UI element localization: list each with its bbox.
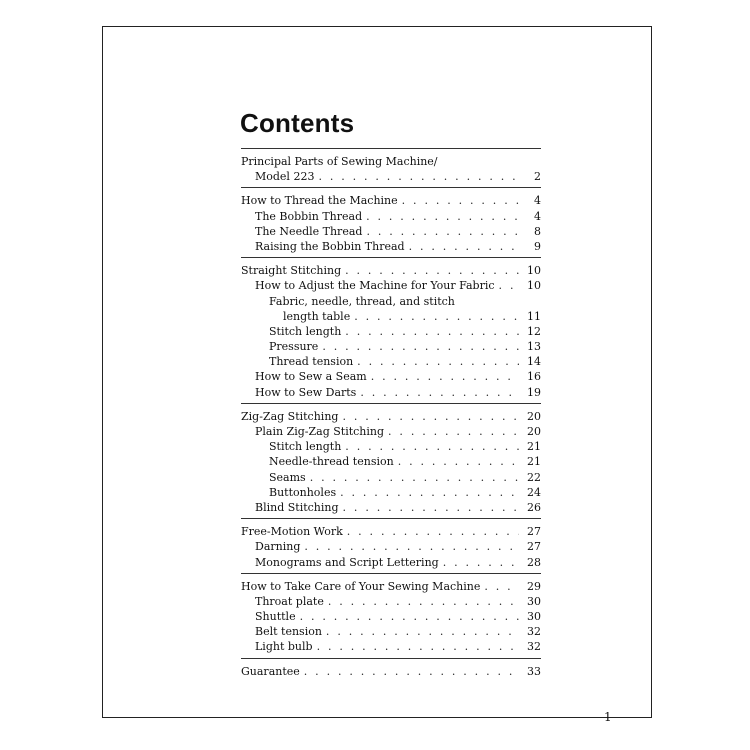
toc-entry[interactable] xyxy=(241,594,541,609)
toc-section-care xyxy=(241,573,541,655)
toc-entry-label: How to Take Care of Your Sewing Machine xyxy=(241,579,481,593)
toc-entry-page: 26 xyxy=(527,500,541,514)
toc-entry-label: Stitch length xyxy=(269,324,342,338)
dot-leader xyxy=(499,278,519,293)
toc-entry-page: 30 xyxy=(527,594,541,608)
toc-entry-label: Needle-thread tension xyxy=(269,455,394,469)
dot-leader xyxy=(343,500,519,515)
dot-leader xyxy=(304,664,519,679)
toc-entry[interactable] xyxy=(241,169,541,184)
dot-leader xyxy=(310,470,519,485)
dot-leader xyxy=(371,369,519,384)
toc-entry-page: 22 xyxy=(527,470,541,484)
toc-entry-page: 11 xyxy=(527,309,541,323)
toc-entry-label: Throat plate xyxy=(255,594,324,608)
toc-entry-label: Buttonholes xyxy=(269,485,337,499)
toc-entry-label: How to Adjust the Machine for Your Fabric xyxy=(255,279,495,293)
toc-entry[interactable] xyxy=(241,579,541,594)
toc-entry[interactable] xyxy=(241,324,541,339)
toc-entry-label: Seams xyxy=(269,470,306,484)
dot-leader xyxy=(484,579,519,594)
toc-entry-page: 20 xyxy=(527,409,541,423)
toc-entry-page: 33 xyxy=(527,664,541,678)
toc-entry-label: The Bobbin Thread xyxy=(255,209,363,223)
toc-entry-page: 4 xyxy=(534,209,541,223)
toc-entry[interactable] xyxy=(241,409,541,424)
toc-entry-label: The Needle Thread xyxy=(255,224,363,238)
toc-entry-page: 27 xyxy=(527,525,541,539)
toc-entry[interactable] xyxy=(241,500,541,515)
dot-leader xyxy=(322,339,519,354)
toc-entry[interactable] xyxy=(241,224,541,239)
toc-entry[interactable] xyxy=(241,263,541,278)
toc-entry-page: 32 xyxy=(527,640,541,654)
toc-entry[interactable] xyxy=(241,209,541,224)
toc-entry-page: 20 xyxy=(527,425,541,438)
toc-entry-label: Principal Parts of Sewing Machine/ xyxy=(241,155,438,168)
toc-entry[interactable] xyxy=(241,424,541,439)
toc-entry-page: 12 xyxy=(527,324,541,338)
toc-section-zig-zag xyxy=(241,403,541,515)
toc-entry-page: 19 xyxy=(527,385,541,399)
dot-leader xyxy=(398,454,519,469)
dot-leader xyxy=(345,439,519,454)
toc-entry[interactable] xyxy=(241,639,541,654)
toc-entry[interactable] xyxy=(241,439,541,454)
toc-entry[interactable] xyxy=(241,294,541,309)
dot-leader xyxy=(360,385,519,400)
toc-entry-page: 14 xyxy=(527,355,541,369)
page-title: Contents xyxy=(240,108,355,138)
toc-entry-label: Monograms and Script Lettering xyxy=(255,555,439,569)
toc-entry-label: Guarantee xyxy=(241,664,300,678)
dot-leader xyxy=(347,524,519,539)
toc-entry-label: Stitch length xyxy=(269,440,342,454)
toc-entry-label: Light bulb xyxy=(255,640,313,654)
toc-entry-label: Blind Stitching xyxy=(255,500,339,514)
dot-leader xyxy=(345,324,519,339)
toc-entry[interactable] xyxy=(241,154,541,169)
dot-leader xyxy=(342,409,519,424)
toc-entry[interactable] xyxy=(241,524,541,539)
dot-leader xyxy=(402,193,519,208)
toc-entry[interactable] xyxy=(241,664,541,679)
toc-entry-page: 27 xyxy=(527,540,541,554)
toc-entry[interactable] xyxy=(241,354,541,369)
toc-entry-label: length table xyxy=(283,309,351,323)
dot-leader xyxy=(409,239,519,254)
toc-entry-page: 4 xyxy=(534,194,541,208)
toc-entry-label: Shuttle xyxy=(255,610,296,624)
toc-entry[interactable] xyxy=(241,454,541,469)
dot-leader xyxy=(340,485,519,500)
toc-entry[interactable] xyxy=(241,278,541,293)
dot-leader xyxy=(328,594,519,609)
toc-entry-page: 21 xyxy=(527,440,541,454)
dot-leader xyxy=(345,263,519,278)
toc-entry-page: 30 xyxy=(527,610,541,624)
toc-entry-label: Zig-Zag Stitching xyxy=(241,409,339,423)
dot-leader xyxy=(443,555,519,570)
toc-entry[interactable] xyxy=(241,369,541,384)
toc-entry-label: Raising the Bobbin Thread xyxy=(255,239,405,253)
toc-entry[interactable] xyxy=(241,539,541,554)
toc-entry-label: Darning xyxy=(255,540,301,554)
dot-leader xyxy=(304,539,519,554)
toc-entry[interactable] xyxy=(241,239,541,254)
toc-entry-label: How to Thread the Machine xyxy=(241,194,398,208)
toc-entry-label: Fabric, needle, thread, and stitch xyxy=(269,294,455,308)
toc-entry[interactable] xyxy=(241,339,541,354)
toc-entry-label: Belt tension xyxy=(255,625,322,639)
toc-entry-page: 29 xyxy=(527,579,541,593)
toc-entry-label: Straight Stitching xyxy=(241,264,342,278)
toc-entry-label: Pressure xyxy=(269,340,319,354)
dot-leader xyxy=(318,169,519,184)
toc-entry-page: 21 xyxy=(527,455,541,469)
page-number: 1 xyxy=(604,710,612,724)
toc-entry-page: 2 xyxy=(534,170,541,184)
toc-entry[interactable] xyxy=(241,193,541,208)
toc-entry-label: Free-Motion Work xyxy=(241,525,343,539)
dot-leader xyxy=(366,224,519,239)
dot-leader xyxy=(317,639,519,654)
toc-entry-label: Thread tension xyxy=(269,355,354,369)
toc-entry[interactable] xyxy=(241,485,541,500)
dot-leader xyxy=(300,609,519,624)
toc-entry-label: Plain Zig-Zag Stitching xyxy=(255,425,385,438)
toc-entry[interactable] xyxy=(241,309,541,324)
toc-entry-label: How to Sew Darts xyxy=(255,385,357,399)
dot-leader xyxy=(354,309,519,324)
toc-entry-page: 8 xyxy=(534,224,541,238)
toc-entry-page: 24 xyxy=(527,485,541,499)
dot-leader xyxy=(388,424,519,439)
toc-entry[interactable] xyxy=(241,555,541,570)
table-of-contents xyxy=(241,148,541,682)
dot-leader xyxy=(326,624,519,639)
toc-entry-page: 10 xyxy=(527,279,541,293)
toc-entry-page: 16 xyxy=(527,370,541,384)
toc-section-straight-stitching xyxy=(241,257,541,400)
toc-entry-label: Model 223 xyxy=(255,170,315,184)
toc-entry-label: How to Sew a Seam xyxy=(255,370,367,384)
dot-leader xyxy=(366,209,519,224)
toc-entry[interactable] xyxy=(241,609,541,624)
toc-entry-page: 10 xyxy=(527,264,541,278)
toc-section-free-motion xyxy=(241,518,541,570)
toc-entry[interactable] xyxy=(241,385,541,400)
toc-section-threading xyxy=(241,187,541,254)
toc-entry-page: 13 xyxy=(527,340,541,354)
toc-entry[interactable] xyxy=(241,624,541,639)
toc-entry-page: 32 xyxy=(527,625,541,639)
toc-entry-page: 28 xyxy=(527,555,541,569)
toc-section-principal-parts xyxy=(241,148,541,184)
toc-entry[interactable] xyxy=(241,470,541,485)
toc-section-guarantee xyxy=(241,658,541,679)
dot-leader xyxy=(357,354,519,369)
toc-entry-page: 9 xyxy=(534,239,541,253)
